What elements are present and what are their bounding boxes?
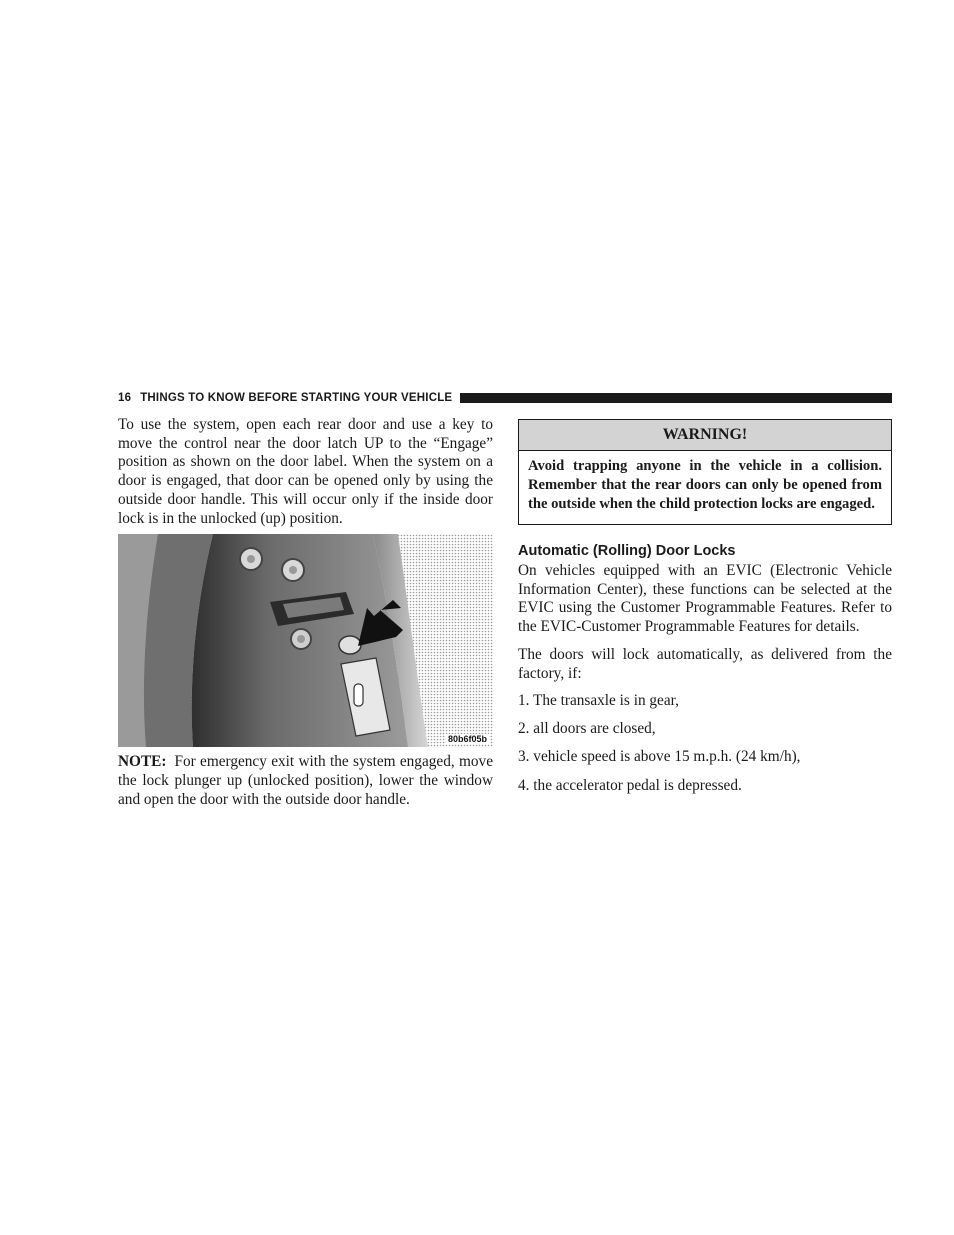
auto-lock-paragraph: The doors will lock automatically, as delivered from the factory, if: (518, 645, 892, 682)
left-column (118, 416, 493, 809)
list-item: 4. the accelerator pedal is depressed. (518, 776, 742, 794)
warning-box (518, 419, 892, 525)
condition-list (518, 692, 892, 795)
note-text: For emergency exit with the system engaged, move the lock plunger up (unlocked position), lower the window and open the door with the outside door handle. (118, 753, 493, 808)
list-item: 3. vehicle speed is above 15 m.p.h. (24 km/h), (518, 748, 801, 766)
warning-text: Avoid trapping anyone in the vehicle in a collision. Remember that the rear doors can only be opened from the outside when the child protection locks are engaged. (528, 458, 882, 512)
list-item: 2. all doors are closed, (518, 720, 656, 738)
header-rule (460, 393, 892, 403)
page-header (118, 390, 892, 406)
intro-paragraph: To use the system, open each rear door and use a key to move the control near the door latch UP to the “Engage” position as shown on the door label. When the system on a door is engaged, that door can be opened only by using the outside door handle. This will occur only if the inside door lock is in the unlocked (up) position. (118, 416, 493, 527)
right-column (518, 419, 892, 805)
list-item: 1. The transaxle is in gear, (518, 692, 679, 710)
header-title: THINGS TO KNOW BEFORE STARTING YOUR VEHICLE (140, 392, 453, 404)
door-latch-figure (118, 534, 493, 747)
warning-title: WARNING! (519, 420, 891, 451)
note-label: NOTE: (118, 753, 167, 771)
page-number: 16 (118, 392, 132, 404)
section-heading: Automatic (Rolling) Door Locks (518, 543, 736, 559)
note-paragraph (118, 753, 493, 809)
door-latch-illustration (118, 534, 493, 747)
figure-code: 80b6f05b (447, 734, 487, 745)
evic-paragraph: On vehicles equipped with an EVIC (Electronic Vehicle Information Center), these functions can be selected at the EVIC using the Customer Programmable Features. Refer to the EVIC-Customer Programmable Features for details. (518, 562, 892, 636)
